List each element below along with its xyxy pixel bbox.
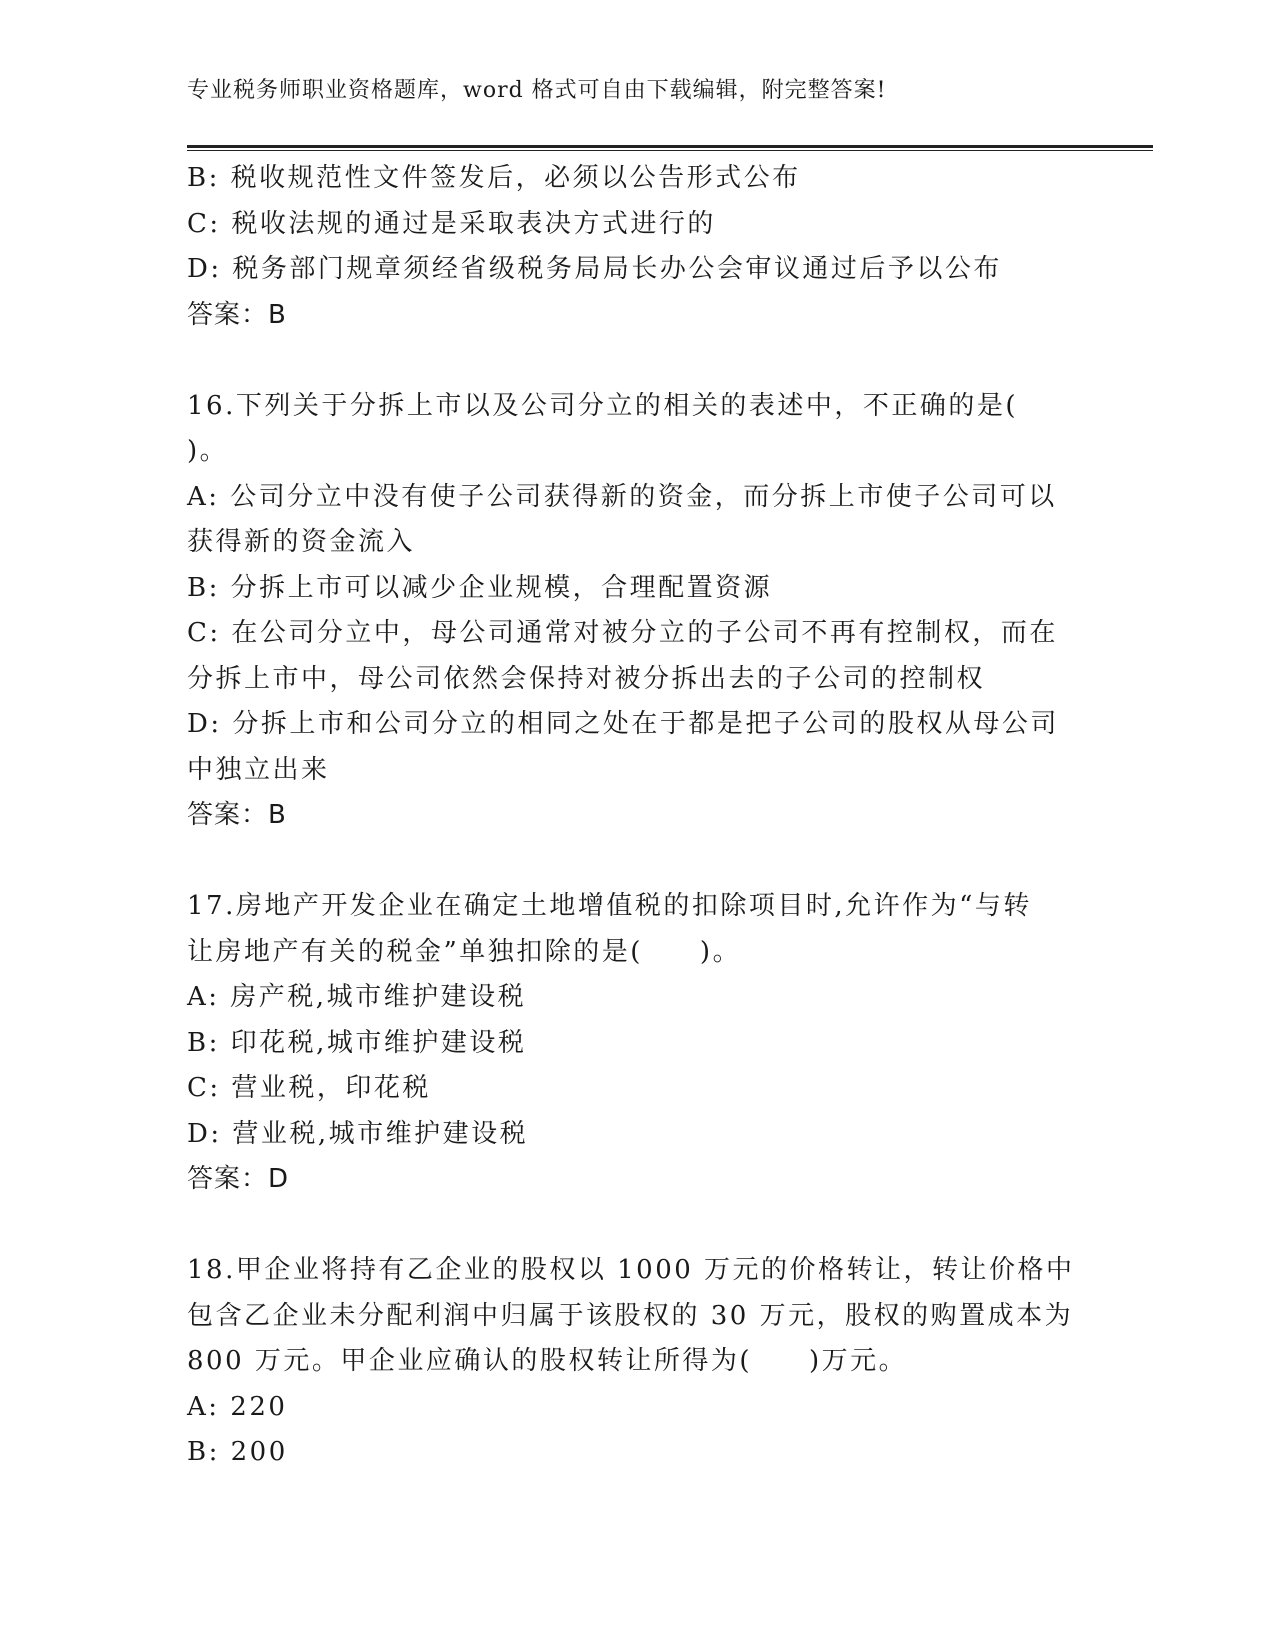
question-line: 包含乙企业未分配利润中归属于该股权的 30 万元，股权的购置成本为: [187, 1300, 1074, 1331]
question-line: D: 税务部门规章须经省级税务局局长办公会审议通过后予以公布: [187, 254, 1002, 284]
paragraph-gap: [187, 1203, 1087, 1249]
answer-line: 答案：B: [187, 800, 287, 830]
question-line: B: 印花税,城市维护建设税: [187, 1027, 527, 1058]
question-line: C: 在公司分立中，母公司通常对被分立的子公司不再有控制权，而在: [187, 618, 1058, 648]
question-line: A: 房产税,城市维护建设税: [187, 982, 527, 1012]
question-line: 17.房地产开发企业在确定土地增值税的扣除项目时,允许作为“与转: [187, 891, 1032, 921]
question-line: 让房地产有关的税金”单独扣除的是( )。: [187, 936, 742, 967]
question-line: D: 营业税,城市维护建设税: [187, 1118, 529, 1149]
question-line: )。: [187, 436, 229, 466]
question-line: C: 营业税，印花税: [187, 1073, 431, 1103]
question-line: B: 分拆上市可以减少企业规模，合理配置资源: [187, 572, 773, 603]
question-line: A: 220: [187, 1391, 288, 1422]
question-content: [187, 156, 1087, 1476]
question-line: B: 税收规范性文件签发后，必须以公告形式公布: [187, 163, 801, 193]
question-line: B: 200: [187, 1437, 288, 1467]
answer-line: 答案：B: [187, 299, 287, 330]
question-line: 获得新的资金流入: [187, 527, 416, 557]
question-line: 800 万元。甲企业应确认的股权转让所得为( )万元。: [187, 1346, 908, 1376]
question-line: A: 公司分立中没有使子公司获得新的资金，而分拆上市使子公司可以: [187, 481, 1057, 512]
question-line: D: 分拆上市和公司分立的相同之处在于都是把子公司的股权从母公司: [187, 709, 1059, 739]
question-line: 16.下列关于分拆上市以及公司分立的相关的表述中，不正确的是(: [187, 390, 1018, 421]
paragraph-gap: [187, 839, 1087, 885]
question-line: 中独立出来: [187, 754, 330, 785]
paragraph-gap: [187, 338, 1087, 384]
question-line: 分拆上市中，母公司依然会保持对被分拆出去的子公司的控制权: [187, 663, 986, 694]
question-line: 18.甲企业将持有乙企业的股权以 1000 万元的价格转让，转让价格中: [187, 1255, 1075, 1285]
header-divider: [187, 145, 1153, 151]
question-line: C: 税收法规的通过是采取表决方式进行的: [187, 208, 716, 239]
page-header: 专业税务师职业资格题库，word 格式可自由下载编辑，附完整答案!: [187, 78, 887, 103]
answer-line: 答案：D: [187, 1164, 290, 1194]
